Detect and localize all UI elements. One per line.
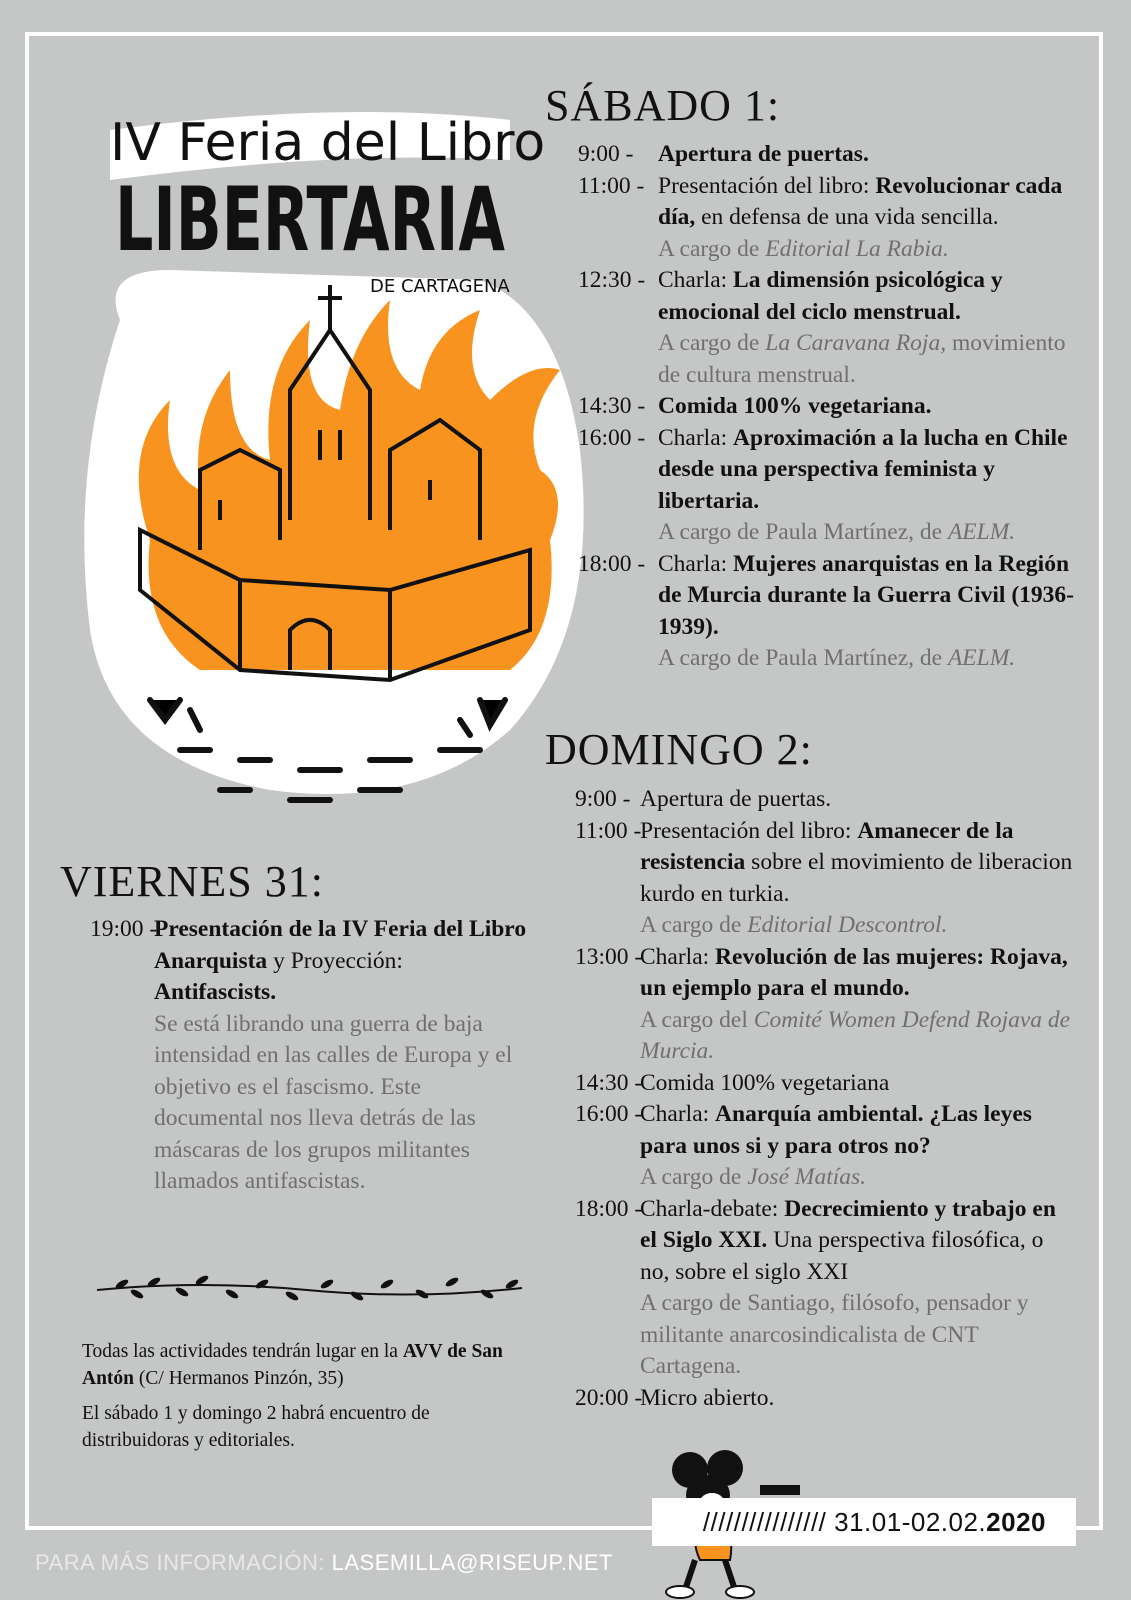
viernes-title: VIERNES 31: [60,857,324,906]
event-description: Se está librando una guerra de baja intensidad en las calles de Europa y el objetivo es el fascismo. Este documental nos lleva detrás de las máscaras de los grupos militantes llamados antifascistas. [154,1010,513,1194]
logo-line2: LIBERTARIA [115,168,505,271]
event-text: Charla: [658,550,734,577]
event-text: Charla: [640,1101,716,1127]
schedule-event [578,265,1078,391]
location-note-a: Todas las actividades tendrán lugar en la [82,1341,403,1362]
event-body [658,139,1078,171]
event-body [658,171,1078,266]
event-title: Presentación de la IV Feria del Libro Anarquista [154,916,527,974]
event-body [640,1099,1075,1194]
event-title: Mujeres anarquistas en la Región de Murcia durante la Guerra Civil (1936-1939). [658,550,1074,640]
event-time: 14:30 - [578,393,646,419]
event-title: Decrecimiento y trabajo en el Siglo XXI. [640,1195,1056,1253]
credit-prefix: A cargo de Paula Martínez, de [658,645,948,671]
logo-line3: DE CARTAGENA [370,276,510,297]
event-body [658,549,1078,675]
event-credit [640,910,1075,942]
event-body [658,391,1078,423]
event-time: 16:00 - [578,424,646,451]
event-text: y Proyección: [267,947,403,974]
event-body [658,423,1078,549]
credit-name: La Caravana Roja, [765,330,947,356]
distributors-note: El sábado 1 y domingo 2 habrá encuentro de distribuidoras y editoriales. [82,1403,430,1451]
event-text: Charla: [640,943,716,970]
event-title: La dimensión psicológica y emocional del ciclo menstrual. [658,267,1003,325]
event-time: 18:00 - [578,550,646,577]
event-text: sobre el movimiento de liberacion kurdo en turkia. [640,849,1073,907]
event-time: 20:00 - [575,1384,643,1411]
location-venue: AVV de San Antón [82,1341,503,1389]
event-time: 19:00 - [90,916,158,942]
schedule-event [575,784,1075,816]
event-title: Revolución de las mujeres: Rojava, un ejemplo para el mundo. [640,943,1068,1001]
event-body [658,265,1078,391]
event-body [640,1068,1075,1100]
event-body [640,816,1075,942]
credit-prefix: A cargo de Santiago, filósofo, pensador y militante anarcosindicalista de CNT Cartagena. [640,1290,1029,1379]
event-time: 9:00 - [575,786,631,812]
credit-name: Comité Women Defend Rojava de Murcia. [640,1006,1071,1064]
event-time: 18:00 - [575,1195,643,1222]
schedule-event [575,1099,1075,1194]
event-credit [658,643,1078,675]
dates-slashes: //////////////// [702,1507,827,1537]
event-dates-box [652,1498,1076,1546]
event-body [640,1194,1075,1383]
event-title: Anarquía ambiental. ¿Las leyes para unos si y para otros no? [640,1101,1032,1159]
event-text: Una perspectiva filosófica, o no, sobre el siglo XXI [640,1227,1044,1285]
event-body [640,942,1075,1068]
logo-illustration [40,70,600,830]
viernes-event [90,914,530,1198]
laurel-ornament [92,1262,532,1312]
event-time: 11:00 - [578,172,645,199]
domingo-title: DOMINGO 2: [545,725,813,774]
schedule-event [578,391,1078,423]
credit-name: José Matías. [747,1164,867,1190]
schedule-event [578,171,1078,266]
schedule-event [578,549,1078,675]
event-time: 13:00 - [575,943,643,970]
event-title: Amanecer de la resistencia [640,817,1014,875]
event-text: Charla-debate: [640,1195,785,1222]
event-time: 11:00 - [575,817,642,844]
event-credit [658,328,1078,391]
event-credit [640,1288,1075,1383]
contact-email[interactable]: LASEMILLA@RISEUP.NET [331,1550,613,1575]
event-text: Presentación del libro: [658,172,876,199]
credit-suffix: movimiento de cultura menstrual. [658,330,1066,388]
location-note [82,1338,542,1392]
contact-info [35,1550,613,1576]
event-film: Antifascists. [154,979,277,1005]
event-time: 16:00 - [575,1101,643,1127]
credit-prefix: A cargo de [658,235,766,262]
schedule-event [575,1068,1075,1100]
credit-prefix: A cargo de [640,1164,748,1190]
event-title: Apertura de puertas. [658,141,869,167]
schedule-event [575,816,1075,942]
schedule-event [578,423,1078,549]
credit-prefix: A cargo de [640,912,748,938]
event-text: en defensa de una vida sencilla. [695,204,999,230]
credit-prefix: A cargo de [658,330,766,356]
event-text: Apertura de puertas. [640,786,832,812]
sabado-title: SÁBADO 1: [545,81,781,130]
event-text: Charla: [658,267,734,293]
credit-name: AELM. [947,645,1016,671]
schedule-event [575,1383,1075,1415]
credit-prefix: A cargo de Paula Martínez, de [658,519,948,545]
event-title: Comida 100% vegetariana. [658,393,932,419]
dates-range: 31.01-02.02. [834,1507,987,1537]
event-text: Comida 100% vegetariana [640,1069,890,1096]
event-title: Revolucionar cada día, [658,172,1063,230]
event-credit [640,1005,1075,1068]
dates-year: 2020 [986,1507,1046,1537]
location-note-c: (C/ Hermanos Pinzón, 35) [134,1368,344,1389]
event-text: Charla: [658,424,734,451]
event-credit [640,1162,1075,1194]
credit-prefix: A cargo del [640,1006,754,1033]
event-body [640,784,1075,816]
event-body [154,914,530,1198]
schedule-event [575,1194,1075,1383]
credit-name: Editorial La Rabia. [765,235,949,262]
event-title: Aproximación a la lucha en Chile desde una perspectiva feminista y libertaria. [658,424,1068,514]
schedule-event [578,139,1078,171]
domingo-schedule [575,784,1075,1414]
sabado-schedule [578,139,1078,675]
event-credit [658,234,1078,266]
event-text: Micro abierto. [640,1384,775,1411]
viernes-schedule [90,914,530,1198]
event-time: 12:30 - [578,267,646,293]
schedule-event [575,942,1075,1068]
event-body [640,1383,1075,1415]
event-time: 9:00 - [578,141,634,167]
event-text: Presentación del libro: [640,817,858,844]
contact-label: PARA MÁS INFORMACIÓN: [35,1550,326,1575]
credit-name: AELM. [947,519,1016,545]
logo-line1: IV Feria del Libro [110,113,546,173]
event-time: 14:30 - [575,1069,643,1096]
event-credit [658,517,1078,549]
credit-name: Editorial Descontrol. [747,912,948,938]
